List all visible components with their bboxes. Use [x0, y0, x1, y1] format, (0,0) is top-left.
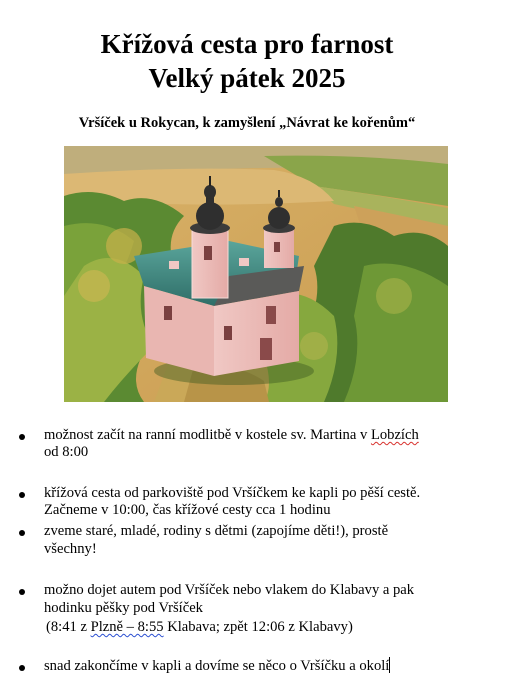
bullet-dot — [19, 659, 27, 667]
bullet-dot — [19, 583, 27, 591]
list-item: zveme staré, mladé, rodiny s dětmi (zapojíme děti!), prostě — [44, 523, 389, 539]
list-item: křížová cesta od parkoviště pod Vršíčkem ke kapli po pěší cestě. — [44, 485, 421, 501]
train-times-misspelled: Plzně – 8:55 — [90, 619, 164, 635]
bullet-dot — [19, 486, 27, 494]
train-times-text: (8:41 z — [46, 619, 91, 635]
list-item — [44, 426, 484, 444]
list-item-continuation: hodinku pěšky pod Vršíček — [44, 600, 203, 616]
list-item-continuation: od 8:00 — [44, 444, 89, 460]
list-item-text: možnost začít na ranní modlitbě v kostele sv. Martina v — [44, 427, 371, 443]
text-cursor — [389, 657, 390, 673]
list-item-text-misspelled: Lobzích — [370, 427, 419, 443]
bullet-dot — [19, 524, 27, 532]
chapel-photo — [64, 146, 448, 402]
list-item: možno dojet autem pod Vršíček nebo vlakem do Klabavy a pak — [44, 582, 415, 598]
title-line-1: Křížová cesta pro farnost — [100, 29, 394, 59]
list-item — [44, 657, 484, 675]
list-item-text: snad zakončíme v kapli a dovíme se něco o Vršíčku a okolí — [44, 658, 390, 674]
list-item-continuation: Začneme v 10:00, čas křížové cesty cca 1 hodinu — [44, 502, 331, 518]
subtitle: Vršíček u Rokycan, k zamyšlení „Návrat ke kořenům“ — [78, 115, 416, 131]
train-times-text-end: Klabava; zpět 12:06 z Klabavy) — [163, 619, 353, 635]
train-times — [46, 618, 353, 636]
title-line-2: Velký pátek 2025 — [148, 63, 346, 93]
bullet-dot — [19, 428, 27, 436]
list-item-continuation: všechny! — [44, 541, 97, 557]
